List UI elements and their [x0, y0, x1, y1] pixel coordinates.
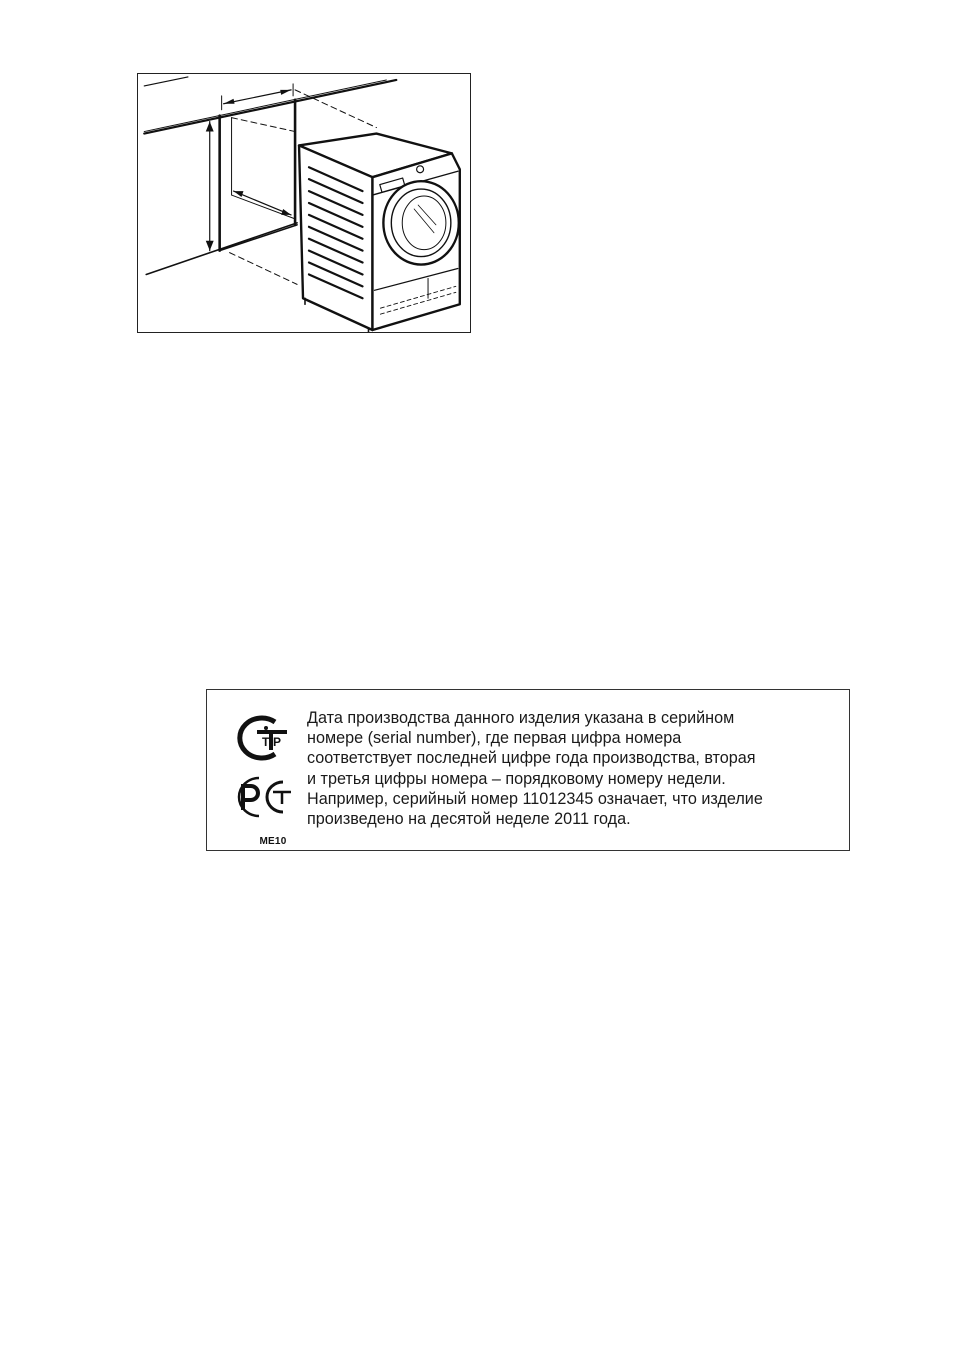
text-line: произведено на десятой неделе 2011 года.	[307, 810, 631, 829]
pct-gost-certification-icon	[229, 772, 299, 822]
eac-tr-certification-icon	[229, 710, 299, 766]
text-line: и третья цифры номера – порядковому номеру недели.	[307, 769, 726, 788]
text-line: соответствует последней цифре года производства, вторая	[307, 749, 756, 768]
production-date-notice	[206, 689, 850, 851]
certification-code: ME10	[259, 836, 287, 847]
text-line: номере (serial number), где первая цифра номера	[307, 729, 682, 748]
production-date-text	[307, 708, 837, 829]
text-line: Дата производства данного изделия указана в серийном	[307, 709, 735, 727]
svg-text:Р: Р	[273, 735, 282, 749]
dryer-installation-diagram-icon	[138, 74, 470, 332]
certification-marks	[229, 710, 299, 847]
text-line: Например, серийный номер 11012345 означает, что изделие	[307, 789, 763, 808]
installation-illustration	[137, 73, 471, 333]
svg-text:Т: Т	[262, 735, 270, 749]
